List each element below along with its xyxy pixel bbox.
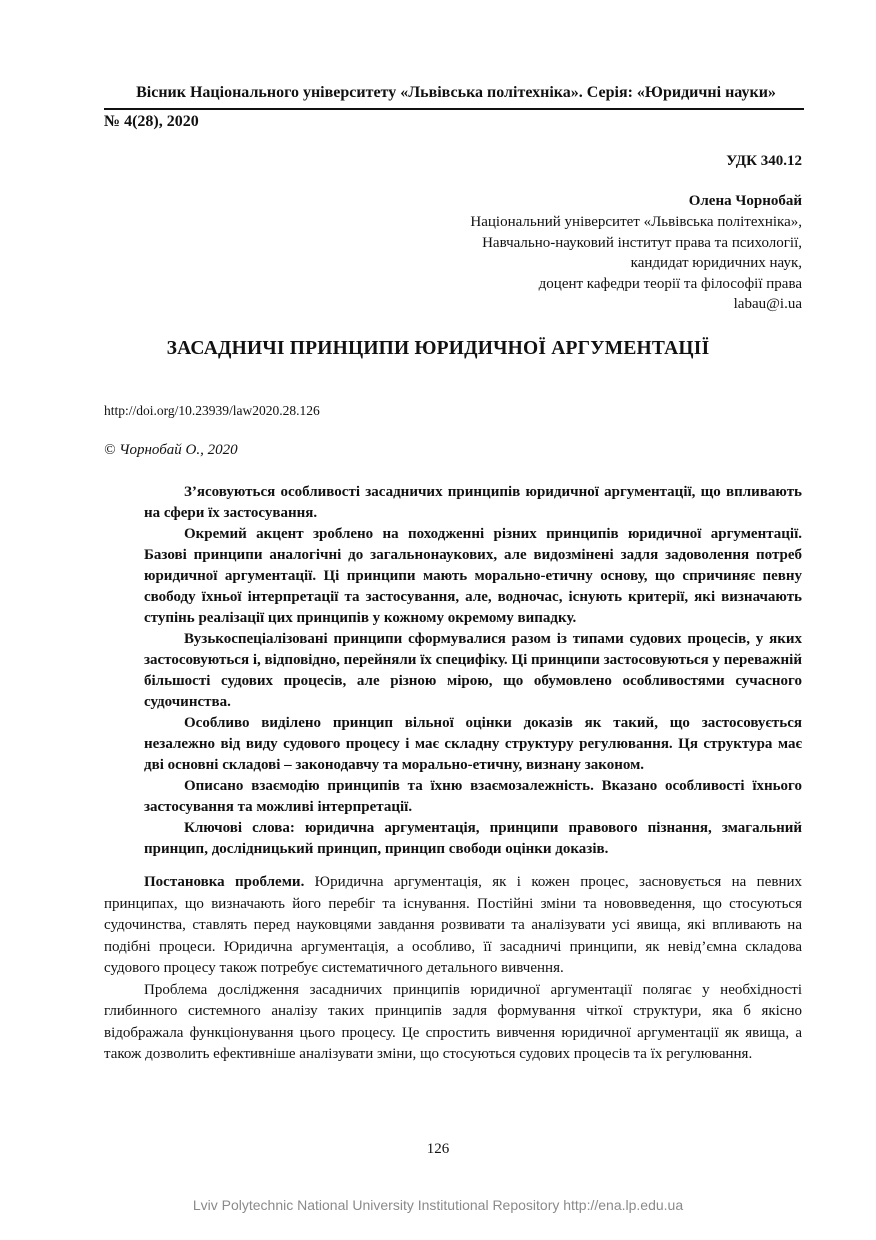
abstract-paragraph: Особливо виділено принцип вільної оцінки доказів як такий, що застосовується незалежно від виду судового процесу і має складну структуру регулювання. Ця структура має дві основні складові – законодавчу та морально-етичну, визнану законом. [144, 715, 802, 773]
body-text: Юридична аргументація, як і кожен процес, засновується на певних принципах, що визначають його перебіг та існування. Постійні зміни та нововведення, що стосуються судочинства, ставлять перед науковцями завдання розвивати та аналізувати усі явища, які впливають на подібні процеси. Юридична аргументація, а особливо, її засадничі принципи, як невід’ємна складова судового процесу також потребує систематичного детального вивчення. [104, 874, 802, 976]
author-name: Олена Чорнобай [688, 193, 802, 209]
author-email: labau@i.ua [733, 296, 802, 312]
body-paragraph [104, 872, 802, 980]
author-affiliation [470, 212, 802, 315]
repository-footer: Lviv Polytechnic National University Institutional Repository http://ena.lp.edu.ua [192, 1197, 684, 1213]
header-rule [104, 108, 804, 110]
abstract-paragraph: Вузькоспеціалізовані принципи сформувалися разом із типами судових процесів, у яких застосовуються і, відповідно, перейняли їх специфіку. Ці принципи застосовуються у переважній більшості судових процесів, але різною мірою, що обумовлено особливостями сучасного судочинства. [144, 631, 802, 710]
copyright: © Чорнобай О., 2020 [104, 442, 238, 458]
keywords: Ключові слова: юридична аргументація, принципи правового пізнання, змагальний принцип, дослідницький принцип, принцип свободи оцінки доказів. [144, 820, 802, 857]
abstract [144, 482, 802, 860]
journal-title: Вісник Національного університету «Львівська політехніка». Серія: «Юридичні науки» [136, 84, 776, 101]
doi-link[interactable]: http://doi.org/10.23939/law2020.28.126 [104, 403, 320, 418]
article-body [104, 872, 802, 1066]
udk-code: УДК 340.12 [726, 153, 802, 169]
affiliation-line: Національний університет «Львівська політехніка», [470, 214, 802, 230]
article-title: ЗАСАДНИЧІ ПРИНЦИПИ ЮРИДИЧНОЇ АРГУМЕНТАЦІЇ [166, 338, 710, 359]
abstract-paragraph: З’ясовуються особливості засадничих принципів юридичної аргументації, що впливають на сфери їх застосування. [144, 484, 802, 521]
affiliation-line: кандидат юридичних наук, [630, 255, 802, 271]
abstract-paragraph: Окремий акцент зроблено на походженні різних принципів юридичної аргументації. Базові принципи аналогічні до загальнонаукових, але видозмінені задля задоволення потреб юридичної аргументації. Ці принципи мають морально-етичну основу, що спричиняє певну свободу їхньої інтерпретації та застосування, але, водночас, існують критерії, які визначають ступінь реалізації цих принципів у кожному окремому випадку. [144, 526, 802, 626]
affiliation-line: Навчально-науковий інститут права та психології, [482, 234, 802, 251]
page-number: 126 [426, 1141, 450, 1157]
section-heading: Постановка проблеми. [144, 874, 305, 890]
issue-number: № 4(28), 2020 [104, 113, 199, 130]
abstract-paragraph: Описано взаємодію принципів та їхню взаємозалежність. Вказано особливості їхнього застосування та можливі інтерпретації. [144, 778, 802, 815]
affiliation-line: доцент кафедри теорії та філософії права [538, 275, 802, 292]
body-paragraph: Проблема дослідження засадничих принципів юридичної аргументації полягає у необхідності глибинного системного аналізу таких принципів задля формування чіткої структури, яка б якісно відображала функціонування цього процесу. Це спростить вивчення юридичної аргументації як явища, а також дозволить ефективніше аналізувати зміни, що стосуються судових процесів та їх регулювання. [104, 981, 802, 1062]
